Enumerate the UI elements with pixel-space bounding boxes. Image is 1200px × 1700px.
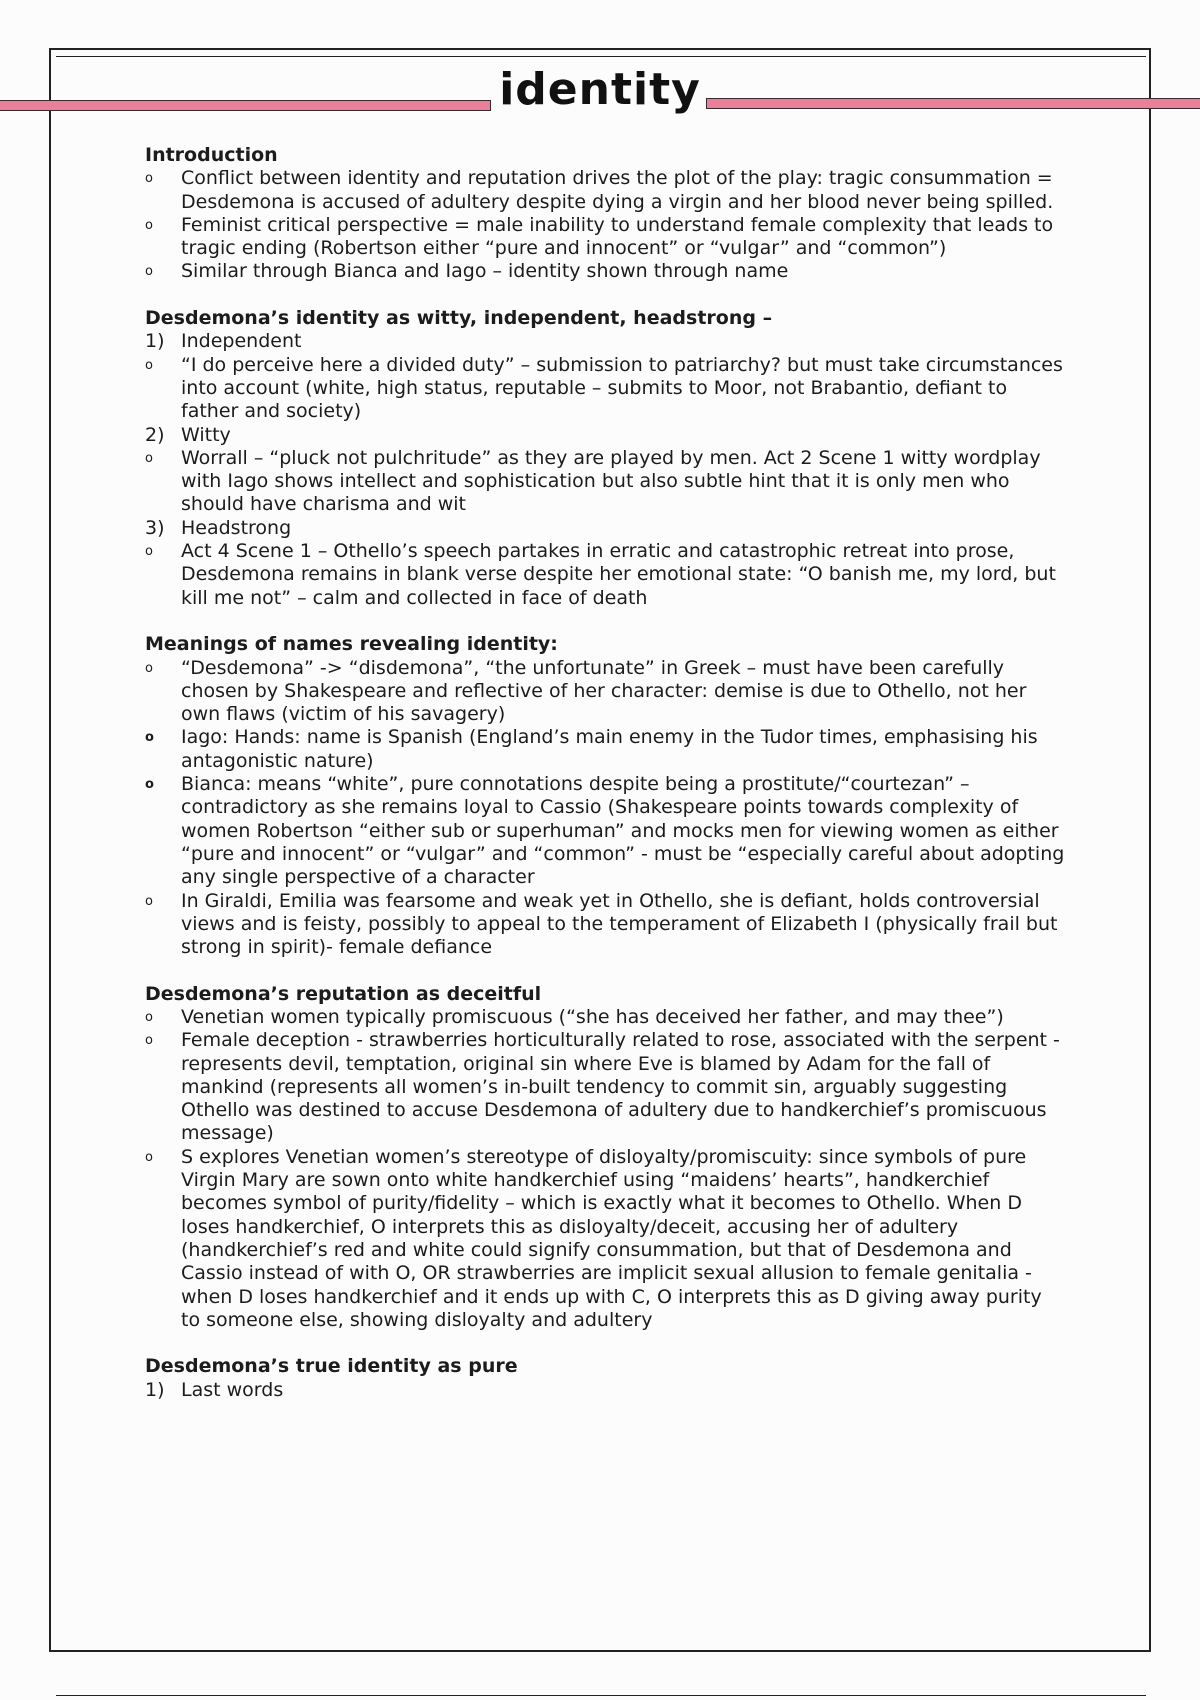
list-item-text: Worrall – “pluck not pulchritude” as they are played by men. Act 2 Scene 1 witty wordplay with Iago shows intellect and sophistication but also subtle hint that it is only men who should have charisma and wit <box>181 446 1041 516</box>
list-item <box>145 1006 1065 1029</box>
list-item-text: “Desdemona” -> “disdemona”, “the unfortunate” in Greek – must have been carefully chosen by Shakespeare and reflective of her character: demise is due to Othello, not her own flaws (victim of his savagery) <box>181 656 1027 726</box>
bullet-circle-icon: o <box>145 450 153 466</box>
list-item <box>145 517 1065 540</box>
bullet-circle-icon: o <box>145 660 153 676</box>
bullet-circle-icon: o <box>145 357 153 373</box>
list-number: 1) <box>145 330 165 353</box>
list-item <box>145 214 1065 261</box>
list-number: 3) <box>145 516 165 539</box>
list-item-text: “I do perceive here a divided duty” – submission to patriarchy? but must take circumstances into account (white, high status, reputable – submits to Moor, not Brabantio, defiant to father and society) <box>181 353 1063 423</box>
list-item <box>145 354 1065 424</box>
bullet-circle-icon: o <box>145 1009 153 1025</box>
bullet-circle-icon: o <box>145 1033 153 1049</box>
section <box>145 144 1065 284</box>
list-number: 2) <box>145 423 165 446</box>
list-item <box>145 657 1065 727</box>
list-item <box>145 1029 1065 1145</box>
section <box>145 633 1065 959</box>
list-item-text: Similar through Bianca and Iago – identity shown through name <box>181 260 789 283</box>
section <box>145 983 1065 1332</box>
list-item <box>145 167 1065 214</box>
list-item-text: Act 4 Scene 1 – Othello’s speech partakes in erratic and catastrophic retreat into prose, Desdemona remains in blank verse despite her emotional state: “O banish me, my lord, but kill me not” – calm and collected in face of death <box>181 540 1056 609</box>
list-item <box>145 540 1065 610</box>
list-item-text: Witty <box>181 423 231 446</box>
section <box>145 307 1065 610</box>
list-item <box>145 330 1065 353</box>
notes-body <box>145 144 1065 1425</box>
list-item-text: Feminist critical perspective = male inability to understand female complexity that leads to tragic ending (Robertson either “pure and innocent” or “vulgar” and “common”) <box>181 213 1054 260</box>
bullet-circle-icon: o <box>145 544 153 560</box>
list-item-text: Independent <box>181 330 302 353</box>
list-item <box>145 1146 1065 1332</box>
bullet-circle-icon: o <box>145 264 153 280</box>
bullet-circle-icon: o <box>145 171 153 187</box>
list-item <box>145 1379 1065 1402</box>
list-item <box>145 890 1065 960</box>
list-item-text: S explores Venetian women’s stereotype of disloyalty/promiscuity: since symbols of pure Virgin Mary are sown onto white handkerchief using “maidens’ hearts”, handkerchief becomes symbol of purity/fidelity – which is exactly what it becomes to Othello. When D loses handkerchief, O interprets this as disloyalty/deceit, accusing her of adultery (handkerchief’s red and white could signify consummation, but that of Desdemona and Cassio instead of with O, OR strawberries are implicit sexual allusion to female genitalia - when D loses handkerchief and it ends up with C, O interprets this as D giving away purity to someone else, showing disloyalty and adultery <box>181 1145 1042 1331</box>
list-item <box>145 726 1065 773</box>
list-item-text: Conflict between identity and reputation drives the plot of the play: tragic consummation = Desdemona is accused of adultery despite dying a virgin and her blood never being spilled. <box>181 167 1054 213</box>
bullet-circle-icon: o <box>145 777 154 793</box>
list-item-text: Headstrong <box>181 516 292 539</box>
section-heading: Meanings of names revealing identity: <box>145 633 558 656</box>
section-heading: Desdemona’s identity as witty, independent, headstrong – <box>145 307 773 330</box>
list-number: 1) <box>145 1378 165 1401</box>
bottom-rule <box>56 1695 1146 1696</box>
bullet-circle-icon: o <box>145 893 153 909</box>
section-heading: Desdemona’s true identity as pure <box>145 1355 518 1378</box>
list-item-text: Venetian women typically promiscuous (“she has deceived her father, and may thee”) <box>181 1005 1004 1028</box>
list-item <box>145 773 1065 889</box>
page-title: identity <box>499 64 701 115</box>
top-rule <box>56 56 1146 57</box>
list-item-text: Iago: Hands: name is Spanish (England’s main enemy in the Tudor times, emphasising his antagonistic nature) <box>181 726 1038 772</box>
list-item-text: Female deception - strawberries horticulturally related to rose, associated with the serpent - represents devil, temptation, original sin where Eve is blamed by Adam for the fall of mankind (represents all women’s in-built tendency to commit sin, arguably suggesting Othello was destined to accuse Desdemona of adultery due to handkerchief’s promiscuous message) <box>181 1029 1060 1145</box>
list-item <box>145 260 1065 283</box>
list-item-text: Bianca: means “white”, pure connotations despite being a prostitute/“courtezan” – contradictory as she remains loyal to Cassio (Shakespeare points towards complexity of women Robertson “either sub or superhuman” and mocks men for viewing women as either “pure and innocent” or “vulgar” and “common” - must be “especially careful about adopting any single perspective of a character <box>181 773 1065 889</box>
list-item-text: In Giraldi, Emilia was fearsome and weak yet in Othello, she is defiant, holds controversial views and is feisty, possibly to appeal to the temperament of Elizabeth I (physically frail but strong in spirit)- female defiance <box>181 889 1058 959</box>
bullet-circle-icon: o <box>145 730 154 746</box>
section-heading: Introduction <box>145 144 278 166</box>
list-item <box>145 447 1065 517</box>
section-heading: Desdemona’s reputation as deceitful <box>145 982 542 1005</box>
bullet-circle-icon: o <box>145 217 153 233</box>
bullet-circle-icon: o <box>145 1149 153 1165</box>
list-item <box>145 424 1065 447</box>
list-item-text: Last words <box>181 1378 284 1401</box>
section <box>145 1355 1065 1402</box>
